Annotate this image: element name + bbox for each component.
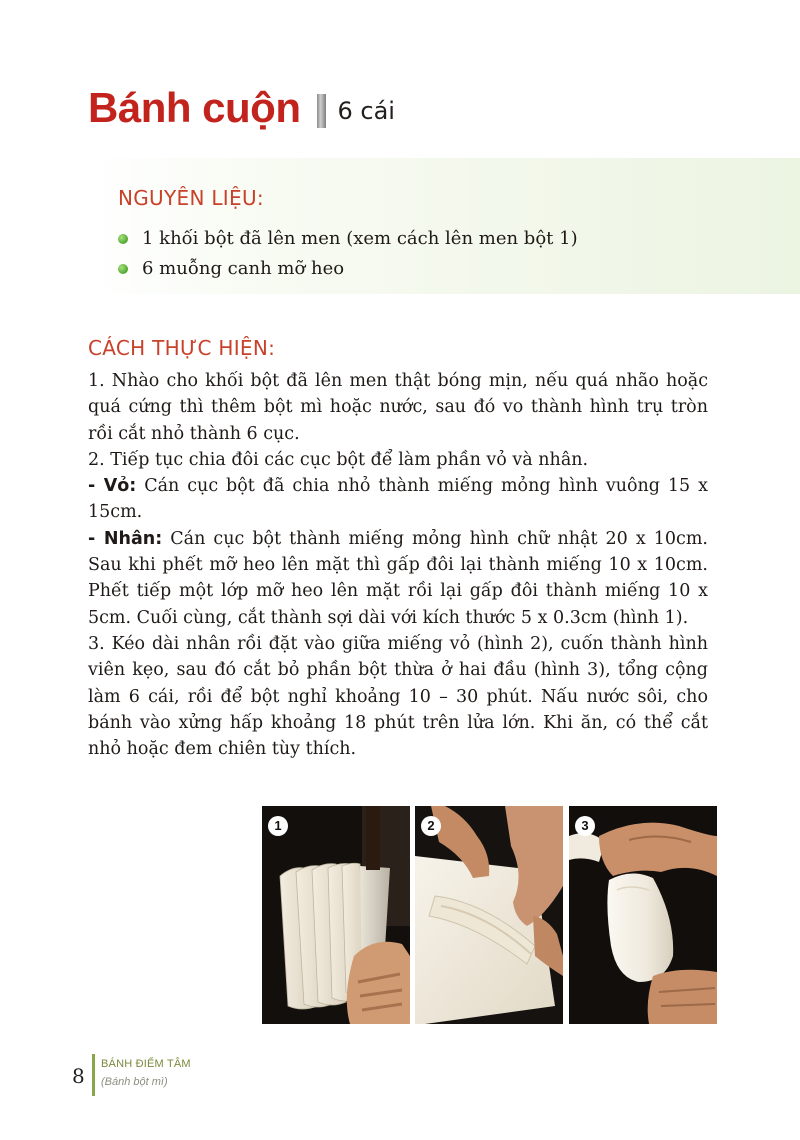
title-row bbox=[88, 84, 395, 132]
photo-step-1 bbox=[262, 806, 410, 1024]
footer-divider bbox=[92, 1054, 95, 1096]
method-text bbox=[88, 368, 708, 762]
nhan-label: - Nhân: bbox=[88, 528, 163, 549]
servings-label: 6 cái bbox=[337, 97, 395, 125]
method-step-3: 3. Kéo dài nhân rồi đặt vào giữa miếng vỏ (hình 2), cuốn thành hình viên kẹo, sau đó cắt bỏ phần bột thừa ở hai đầu (hình 3), tổng cộng làm 6 cái, rồi để bột nghỉ khoảng 10 – 30 phút. Nấu nước sôi, cho bánh vào xửng hấp khoảng 18 phút trên lửa lớn. Khi ăn, có thể cắt nhỏ hoặc đem chiên tùy thích. bbox=[88, 633, 708, 760]
method-vo bbox=[88, 473, 708, 526]
method-nhan bbox=[88, 526, 708, 631]
ingredient-text: 1 khối bột đã lên men (xem cách lên men bột 1) bbox=[142, 228, 578, 249]
method-heading: CÁCH THỰC HIỆN: bbox=[88, 336, 276, 360]
ingredients-heading: NGUYÊN LIỆU: bbox=[118, 186, 264, 210]
photo-number-badge: 1 bbox=[268, 816, 288, 836]
bullet-icon bbox=[118, 264, 128, 274]
vo-label: - Vỏ: bbox=[88, 476, 137, 497]
dough-strips-illustration bbox=[262, 806, 410, 1024]
footer-section-title: BÁNH ĐIỂM TÂM bbox=[101, 1058, 191, 1070]
ingredient-item bbox=[118, 254, 578, 284]
page-number: 8 bbox=[72, 1064, 85, 1088]
ingredient-item bbox=[118, 224, 578, 254]
rolling-illustration bbox=[415, 806, 563, 1024]
method-step-2: 2. Tiếp tục chia đôi các cục bột để làm phần vỏ và nhân. bbox=[88, 449, 589, 470]
bullet-icon bbox=[118, 234, 128, 244]
vo-text: Cán cục bột đã chia nhỏ thành miếng mỏng hình vuông 15 x 15cm. bbox=[88, 476, 708, 523]
photo-number-badge: 2 bbox=[421, 816, 441, 836]
rolled-bun-illustration bbox=[569, 806, 717, 1024]
photo-step-2 bbox=[415, 806, 563, 1024]
method-step-1: 1. Nhào cho khối bột đã lên men thật bóng mịn, nếu quá nhão hoặc quá cứng thì thêm bột mì hoặc nước, sau đó vo thành hình trụ tròn rồi cắt nhỏ thành 6 cục. bbox=[88, 371, 708, 444]
ingredients-list bbox=[118, 224, 578, 284]
nhan-text: Cán cục bột thành miếng mỏng hình chữ nhật 20 x 10cm. Sau khi phết mỡ heo lên mặt thì gấp đôi lại thành miếng 10 x 10cm. Phết tiếp một lớp mỡ heo lên mặt rồi lại gấp đôi thành miếng 10 x 5cm. Cuối cùng, cắt thành sợi dài với kích thước 5 x 0.3cm (hình 1). bbox=[88, 528, 708, 628]
recipe-title: Bánh cuộn bbox=[88, 84, 301, 131]
ingredient-text: 6 muỗng canh mỡ heo bbox=[142, 258, 345, 279]
photo-step-3 bbox=[569, 806, 717, 1024]
title-divider bbox=[317, 94, 326, 128]
photo-number-badge: 3 bbox=[575, 816, 595, 836]
footer-subsection: (Bánh bột mì) bbox=[101, 1076, 168, 1088]
ingredients-box bbox=[88, 158, 800, 294]
